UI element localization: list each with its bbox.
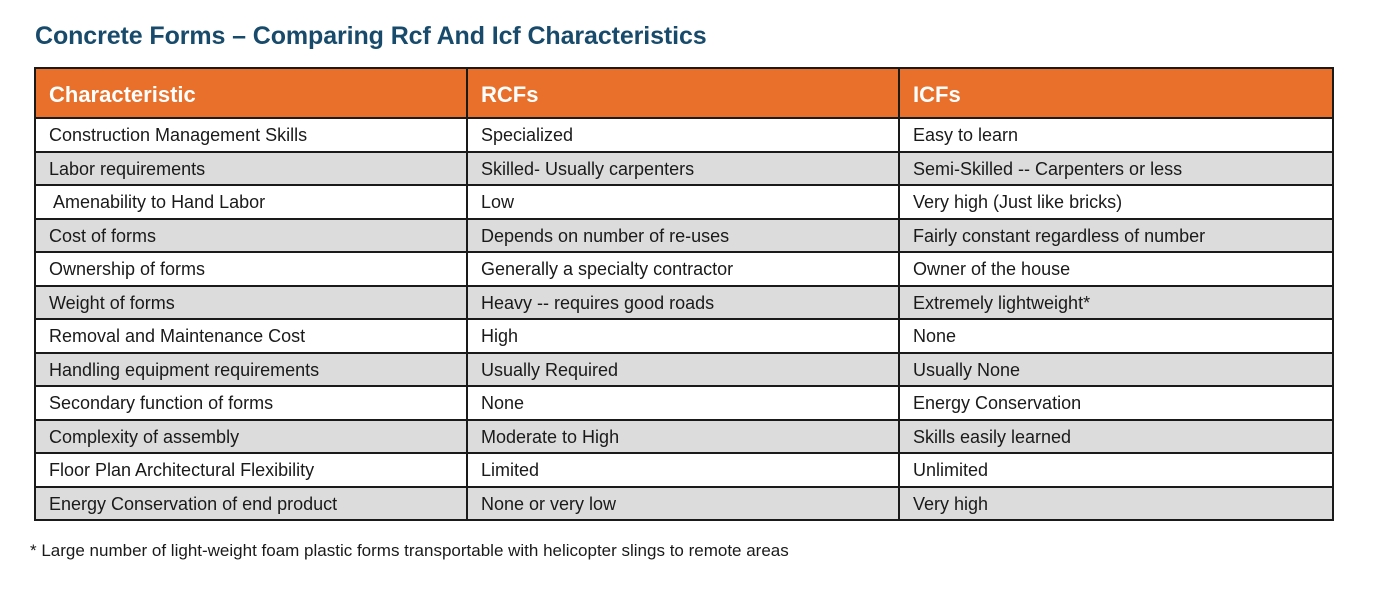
table-cell-rcfs: Moderate to High	[467, 420, 899, 454]
table-row	[35, 118, 1333, 152]
table-cell-rcfs: Heavy -- requires good roads	[467, 286, 899, 320]
table-header-row	[35, 68, 1333, 118]
table-cell-icfs: Usually None	[899, 353, 1333, 387]
table-cell-icfs: Fairly constant regardless of number	[899, 219, 1333, 253]
table-row	[35, 286, 1333, 320]
table-cell-rcfs: Specialized	[467, 118, 899, 152]
table-cell-characteristic: Weight of forms	[35, 286, 467, 320]
table-cell-characteristic: Construction Management Skills	[35, 118, 467, 152]
table-cell-rcfs: Depends on number of re-uses	[467, 219, 899, 253]
table-cell-characteristic: Handling equipment requirements	[35, 353, 467, 387]
column-header-icfs: ICFs	[899, 68, 1333, 118]
table-row	[35, 353, 1333, 387]
page-title: Concrete Forms – Comparing Rcf And Icf Characteristics	[35, 22, 707, 50]
table-cell-icfs: Energy Conservation	[899, 386, 1333, 420]
table-row	[35, 319, 1333, 353]
table-row	[35, 219, 1333, 253]
table-cell-icfs: Owner of the house	[899, 252, 1333, 286]
table-row	[35, 420, 1333, 454]
table-cell-characteristic: Labor requirements	[35, 152, 467, 186]
table-row	[35, 152, 1333, 186]
table-cell-icfs: Semi-Skilled -- Carpenters or less	[899, 152, 1333, 186]
table-cell-icfs: Skills easily learned	[899, 420, 1333, 454]
table-cell-rcfs: Low	[467, 185, 899, 219]
table-cell-characteristic: Energy Conservation of end product	[35, 487, 467, 521]
table-cell-rcfs: None or very low	[467, 487, 899, 521]
table-cell-icfs: Extremely lightweight*	[899, 286, 1333, 320]
table-cell-rcfs: Generally a specialty contractor	[467, 252, 899, 286]
comparison-table	[34, 67, 1334, 521]
table-cell-rcfs: None	[467, 386, 899, 420]
table-cell-icfs: None	[899, 319, 1333, 353]
table-row	[35, 453, 1333, 487]
table-cell-icfs: Easy to learn	[899, 118, 1333, 152]
column-header-rcfs: RCFs	[467, 68, 899, 118]
table-cell-characteristic: Cost of forms	[35, 219, 467, 253]
table-cell-rcfs: Usually Required	[467, 353, 899, 387]
table-cell-icfs: Very high (Just like bricks)	[899, 185, 1333, 219]
table-cell-characteristic: Removal and Maintenance Cost	[35, 319, 467, 353]
table-cell-icfs: Very high	[899, 487, 1333, 521]
table-cell-characteristic: Secondary function of forms	[35, 386, 467, 420]
column-header-characteristic: Characteristic	[35, 68, 467, 118]
table-cell-characteristic: Complexity of assembly	[35, 420, 467, 454]
table-cell-characteristic: Ownership of forms	[35, 252, 467, 286]
table-cell-rcfs: High	[467, 319, 899, 353]
table-row	[35, 487, 1333, 521]
footnote: * Large number of light-weight foam plastic forms transportable with helicopter slings to remote areas	[30, 541, 789, 560]
table-row	[35, 386, 1333, 420]
table-row	[35, 252, 1333, 286]
table-cell-characteristic: Floor Plan Architectural Flexibility	[35, 453, 467, 487]
table-cell-rcfs: Skilled- Usually carpenters	[467, 152, 899, 186]
table-cell-characteristic: Amenability to Hand Labor	[35, 185, 467, 219]
table-cell-rcfs: Limited	[467, 453, 899, 487]
table-row	[35, 185, 1333, 219]
table-cell-icfs: Unlimited	[899, 453, 1333, 487]
